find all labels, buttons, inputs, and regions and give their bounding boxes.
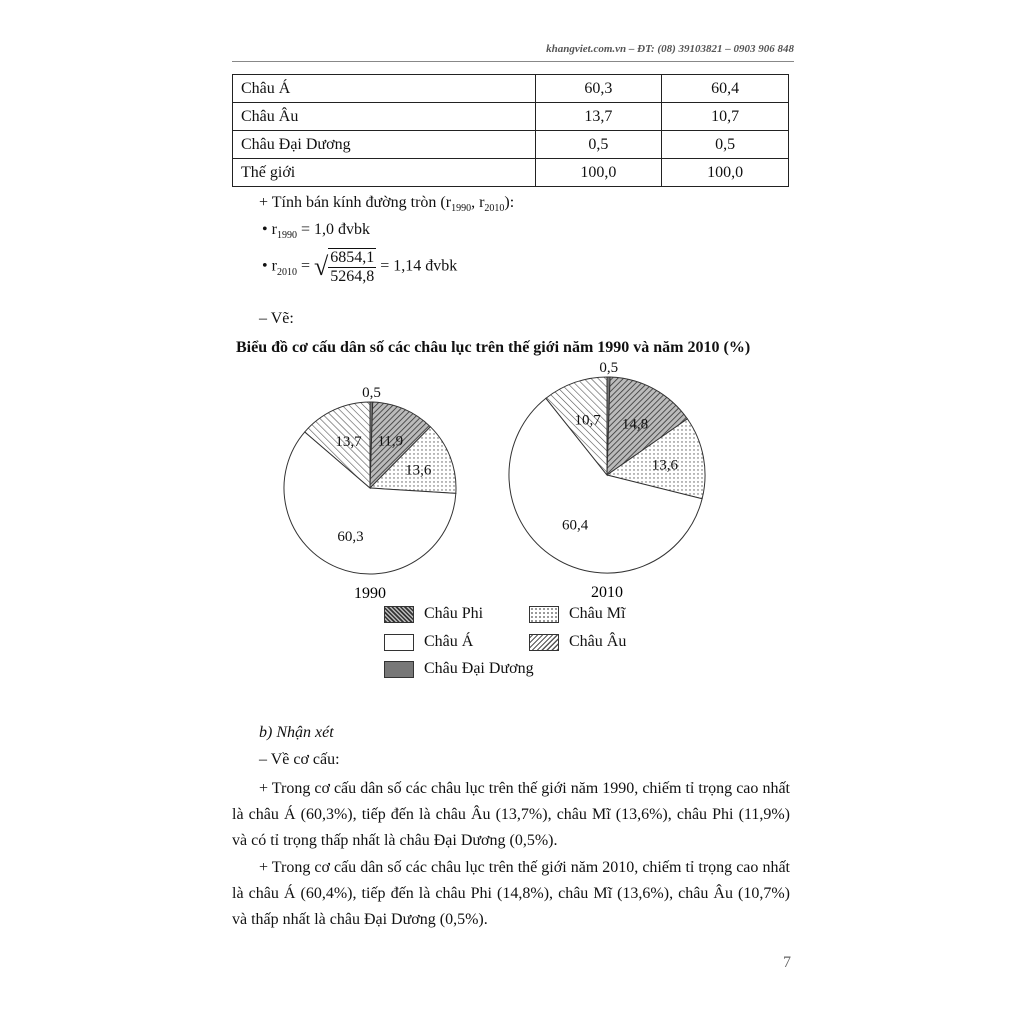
pie-data-label: 0,5: [599, 359, 619, 376]
remark-paragraph: + Trong cơ cấu dân số các châu lục trên thế giới năm 2010, chiếm tỉ trọng cao nhất là châu Á (60,4%), tiếp đến là châu Phi (14,8%), châu Mĩ (13,6%), châu Âu (10,7%) và thấp nhất là châu Đại Dương (0,5%).: [232, 859, 790, 928]
cell: 100,0: [662, 159, 789, 187]
cell: Châu Đại Dương: [233, 131, 536, 159]
cell: 13,7: [535, 103, 662, 131]
legend-swatch-a: [384, 634, 414, 651]
draw-label: – Vẽ:: [259, 310, 294, 327]
r2010-line: • $r_{2010}$ = √ $\frac{6854,1}{5264,8}$ = 1,14 đvbk: [262, 249, 458, 285]
cell: 10,7: [662, 103, 789, 131]
pie-data-label: 13,6: [405, 462, 432, 479]
cell: 60,4: [662, 75, 789, 103]
legend-swatch-au: [529, 634, 559, 651]
cell: Châu Âu: [233, 103, 536, 131]
pie-data-label: 13,6: [651, 457, 678, 474]
chart-title: Biểu đồ cơ cấu dân số các châu lục trên thế giới năm 1990 và năm 2010 (%): [236, 339, 751, 356]
pie-year-label: 1990: [354, 585, 386, 602]
legend-swatch-dai-duong: [384, 661, 414, 678]
cell: 60,3: [535, 75, 662, 103]
legend-swatch-phi: [384, 606, 414, 623]
legend-label: Châu Âu: [569, 633, 627, 650]
pie-data-label: 10,7: [574, 412, 601, 429]
remarks-subheading: – Về cơ cấu:: [259, 751, 340, 768]
legend-label: Châu Mĩ: [569, 605, 626, 622]
pie-data-label: 60,4: [562, 517, 589, 534]
radius-intro: + Tính bán kính đường tròn ($r_{1990}$, $r_{2010}$):: [259, 194, 515, 215]
pie-data-label: 60,3: [337, 528, 364, 545]
page-number: 7: [783, 954, 791, 971]
pie-data-label: 11,9: [377, 433, 404, 450]
r1990-line: • $r_{1990} = 1,0$ đvbk: [262, 221, 370, 242]
cell: Thế giới: [233, 159, 536, 187]
legend-label: Châu Á: [424, 633, 474, 650]
cell: Châu Á: [233, 75, 536, 103]
pie-data-label: 0,5: [362, 385, 381, 402]
remarks-heading: b) Nhận xét: [259, 724, 334, 741]
cell: 0,5: [662, 131, 789, 159]
page-header: khangviet.com.vn – ĐT: (08) 39103821 – 0903 906 848: [546, 43, 794, 55]
legend-label: Châu Đại Dương: [424, 660, 534, 677]
legend-swatch-mi: [529, 606, 559, 623]
pie-data-label: 13,7: [335, 434, 362, 451]
legend-label: Châu Phi: [424, 605, 484, 622]
pie-data-label: 14,8: [621, 416, 649, 433]
cell: 0,5: [535, 131, 662, 159]
cell: 100,0: [535, 159, 662, 187]
pie-year-label: 2010: [591, 584, 623, 602]
remark-paragraph: + Trong cơ cấu dân số các châu lục trên thế giới năm 1990, chiếm tỉ trọng cao nhất là châu Á (60,3%), tiếp đến là châu Âu (13,7%), châu Mĩ (13,6%), châu Phi (11,9%) và có tỉ trọng thấp nhất là châu Đại Dương (0,5%).: [232, 780, 790, 849]
